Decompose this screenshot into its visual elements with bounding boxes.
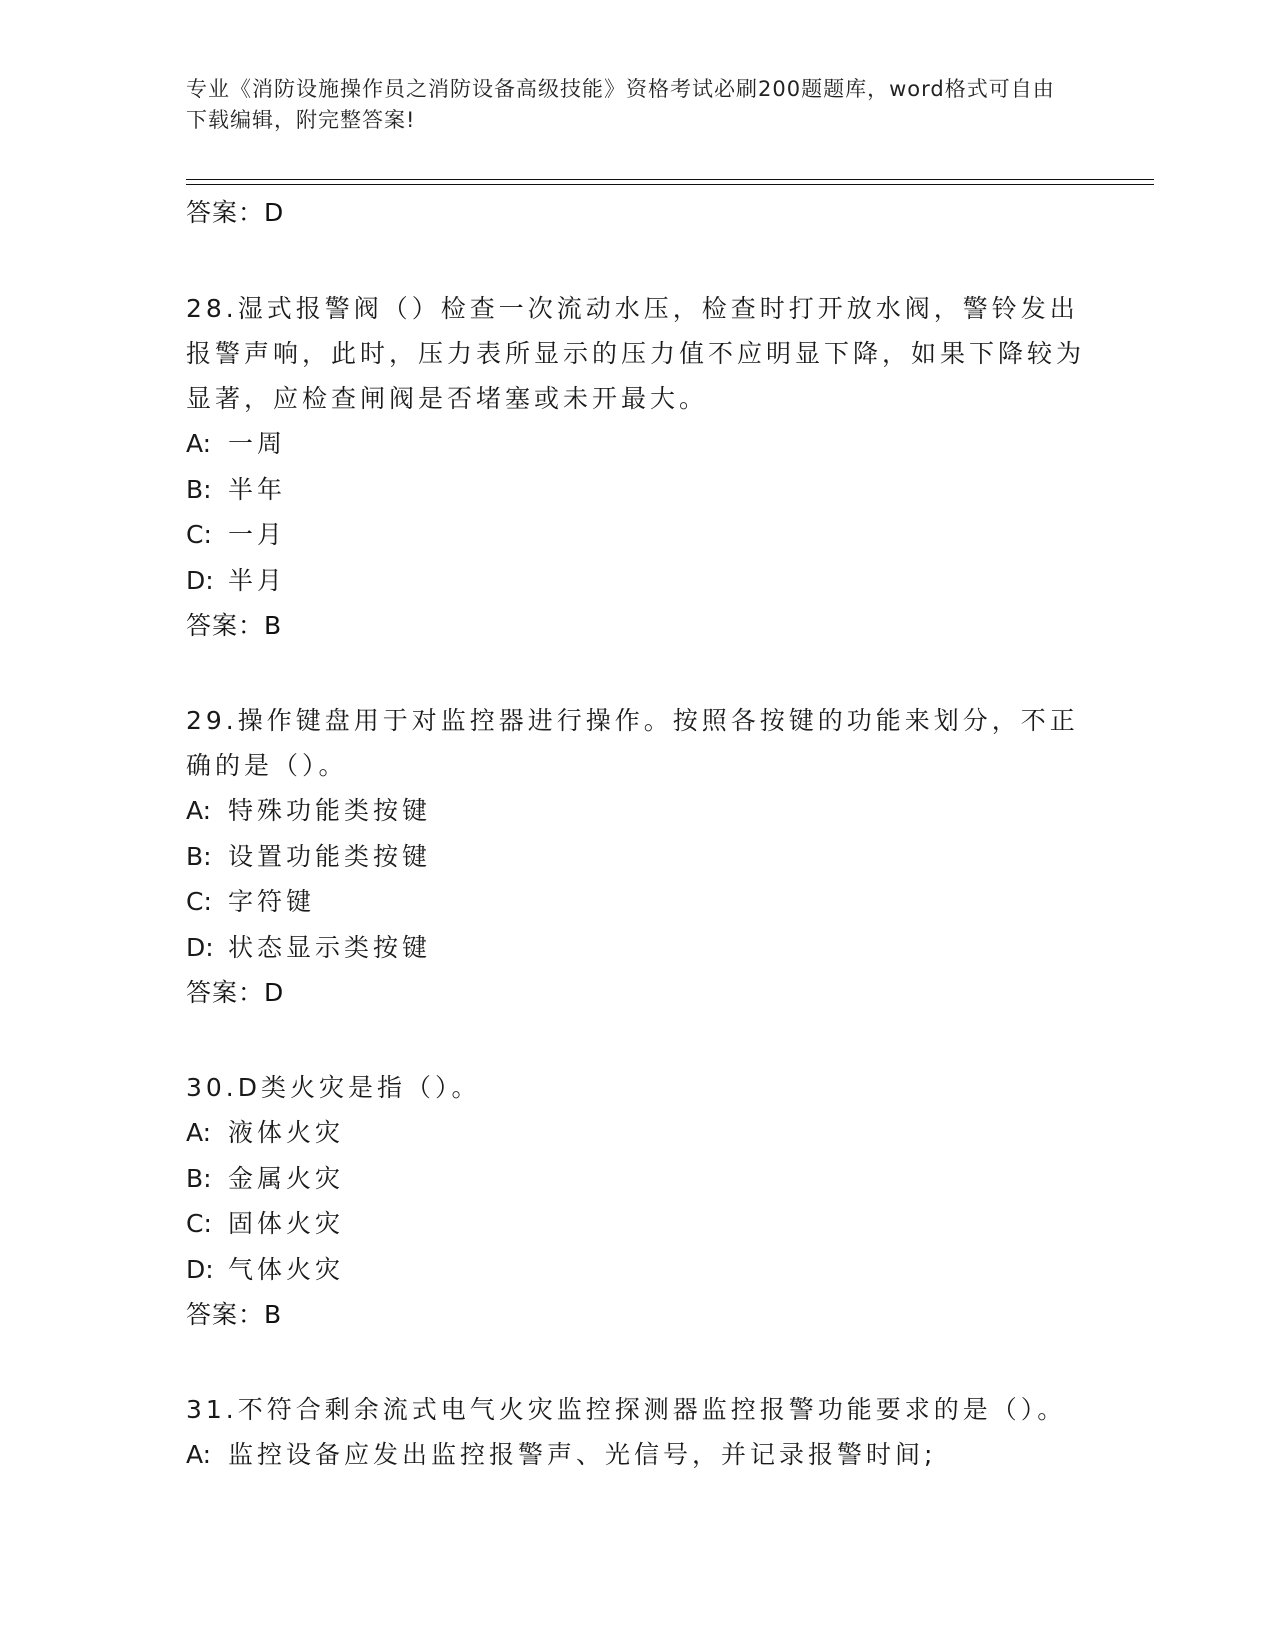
option-c	[186, 879, 1086, 925]
header-rule	[186, 179, 1154, 180]
option-text: 液体火灾	[228, 1118, 345, 1147]
option-letter: B:	[186, 841, 212, 871]
option-text: 金属火灾	[228, 1163, 345, 1193]
option-b	[186, 467, 1086, 513]
option-a	[186, 788, 1086, 834]
option-letter: A:	[186, 1118, 212, 1147]
question-28	[186, 286, 1086, 649]
option-c	[186, 512, 1086, 558]
option-text: 半年	[228, 474, 287, 504]
option-letter: C:	[186, 520, 212, 549]
question-stem: 30.D类火灾是指（）。	[186, 1073, 481, 1102]
option-text: 固体火灾	[228, 1209, 345, 1238]
answer-27: 答案：D	[186, 198, 285, 227]
option-text: 设置功能类按键	[228, 841, 432, 871]
option-text: 状态显示类按键	[228, 932, 432, 962]
header-rule	[186, 184, 1154, 185]
option-text: 特殊功能类按键	[228, 796, 432, 825]
answer-28: 答案：B	[186, 611, 283, 640]
option-b	[186, 1156, 1086, 1202]
option-letter: B:	[186, 474, 212, 504]
option-letter: D:	[186, 1254, 214, 1284]
question-30	[186, 1065, 1086, 1338]
option-text: 监控设备应发出监控报警声、光信号，并记录报警时间;	[228, 1440, 937, 1469]
question-stem: 31.不符合剩余流式电气火灾监控探测器监控报警功能要求的是（）。	[186, 1395, 1067, 1424]
option-letter: A:	[186, 1440, 212, 1469]
option-letter: C:	[186, 887, 212, 916]
option-letter: C:	[186, 1209, 212, 1238]
option-letter: A:	[186, 796, 212, 825]
option-b	[186, 834, 1086, 880]
option-a	[186, 1110, 1086, 1156]
option-letter: D:	[186, 565, 214, 595]
option-a	[186, 421, 1086, 467]
question-stem: 28.湿式报警阀（）检查一次流动水压，检查时打开放水阀，警铃发出报警声响，此时，压力表所显示的压力值不应明显下降，如果下降较为显著，应检查闸阀是否堵塞或未开最大。	[186, 294, 1086, 413]
question-stem: 29.操作键盘用于对监控器进行操作。按照各按键的功能来划分，不正确的是（）。	[186, 706, 1079, 780]
option-text: 气体火灾	[228, 1254, 345, 1284]
option-text: 半月	[228, 565, 287, 595]
answer-29: 答案：D	[186, 978, 285, 1007]
page-header: 专业《消防设施操作员之消防设备高级技能》资格考试必刷200题题库，word格式可自由下载编辑，附完整答案!	[186, 77, 1055, 132]
option-letter: B:	[186, 1163, 212, 1193]
option-c	[186, 1201, 1086, 1247]
answer-30: 答案：B	[186, 1300, 283, 1329]
option-a	[186, 1432, 1086, 1478]
option-text: 一周	[228, 429, 287, 458]
option-d	[186, 1247, 1086, 1293]
option-letter: D:	[186, 932, 214, 962]
option-text: 字符键	[228, 887, 316, 916]
question-31	[186, 1387, 1086, 1478]
option-d	[186, 558, 1086, 604]
option-text: 一月	[228, 520, 287, 549]
option-letter: A:	[186, 429, 212, 458]
question-29	[186, 698, 1086, 1016]
question-list	[186, 190, 1086, 1478]
option-d	[186, 925, 1086, 971]
